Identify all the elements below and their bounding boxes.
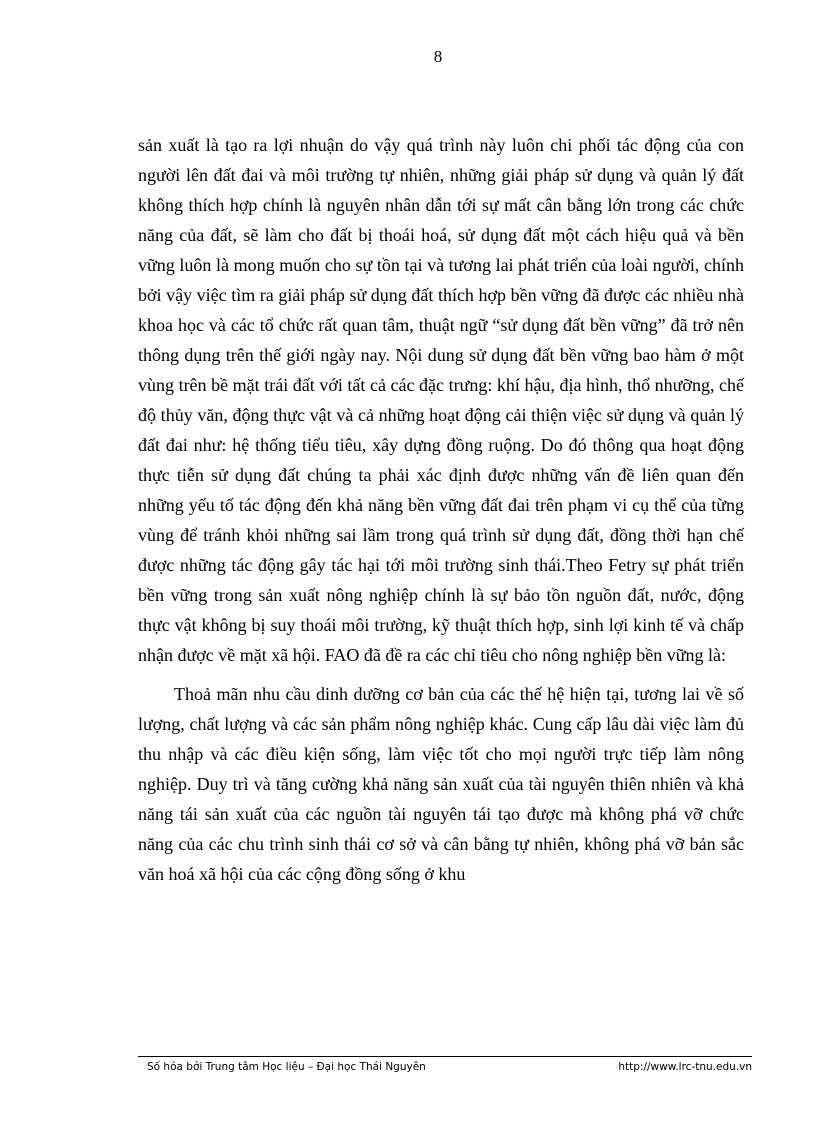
paragraph-2: Thoả mãn nhu cầu dinh dưỡng cơ bản của các thế hệ hiện tại, tương lai về số lượng, chất lượng và các sản phẩm nông nghiệp khác. Cung cấp lâu dài việc làm đủ thu nhập và các điều kiện sống, làm việc tốt cho mọi người trực tiếp làm nông nghiệp. Duy trì và tăng cường khả năng sản xuất của tài nguyên thiên nhiên và khả năng tái sản xuất của các nguồn tài nguyên tái tạo được mà không phá vỡ chức năng của các chu trình sinh thái cơ sở và cân bằng tự nhiên, không phá vỡ bản sắc văn hoá xã hội của các cộng đồng sống ở khu [138,684,744,884]
footer-credit: Số hóa bởi Trung tâm Học liệu – Đại học Thái Nguyên [147,1061,426,1073]
body-text [138,130,744,889]
page-number: 8 [433,47,443,66]
footer-url: http://www.lrc-tnu.edu.vn [618,1061,752,1073]
paragraph-1: sản xuất là tạo ra lợi nhuận do vậy quá trình này luôn chi phối tác động của con người lên đất đai và môi trường tự nhiên, những giải pháp sử dụng và quản lý đất không thích hợp chính là nguyên nhân dẫn tới sự mất cân bằng lớn trong các chức năng của đất, sẽ làm cho đất bị thoái hoá, sử dụng đất một cách hiệu quả và bền vững luôn là mong muốn cho sự tồn tại và tương lai phát triển của loài người, chính bởi vậy việc tìm ra giải pháp sử dụng đất thích hợp bền vững đã được các nhiều nhà khoa học và các tổ chức rất quan tâm, thuật ngữ “sử dụng đất bền vững” đã trở nên thông dụng trên thế giới ngày nay. Nội dung sử dụng đất bền vững bao hàm ở một vùng trên bề mặt trái đất với tất cả các đặc trưng: khí hậu, địa hình, thổ nhưỡng, chế độ thủy văn, động thực vật và cả những hoạt động cải thiện việc sử dụng và quản lý đất đai như: hệ thống tiểu tiêu, xây dựng đồng ruộng. Do đó thông qua hoạt động thực tiễn sử dụng đất chúng ta phải xác định được những vấn đề liên quan đến những yếu tố tác động đến khả năng bền vững đất đai trên phạm vi cụ thể của từng vùng để tránh khỏi những sai lầm trong quá trình sử dụng đất, đồng thời hạn chế được những tác động gây tác hại tới môi trường sinh thái.Theo Fetry sự phát triển bền vững trong sản xuất nông nghiệp chính là sự bảo tồn nguồn đất, nước, động thực vật không bị suy thoái môi trường, kỹ thuật thích hợp, sinh lợi kinh tế và chấp nhận được về mặt xã hội. FAO đã đề ra các chỉ tiêu cho nông nghiệp bền vững là: [138,135,744,665]
page-footer [138,1056,752,1073]
